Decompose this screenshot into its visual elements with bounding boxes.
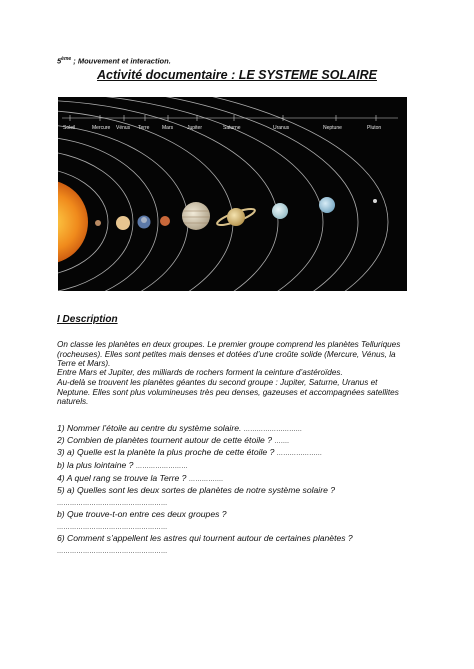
venus-shape [116, 216, 130, 230]
question-1: 1) Nommer l’étoile au centre du système solaire. ……………………… [57, 423, 303, 433]
label-jupiter: Jupiter [187, 125, 203, 131]
uranus-shape [272, 203, 288, 219]
level-sup: ème [61, 56, 72, 62]
label-mars: Mars [162, 125, 174, 131]
label-saturne: Saturne [223, 125, 241, 131]
pluto-shape [373, 199, 377, 203]
course-header [57, 56, 171, 66]
label-venus: Vénus [116, 125, 131, 131]
question-5b: b) Que trouve-t-on entre ces deux groupes ? [57, 509, 227, 519]
question-5a: 5) a) Quelles sont les deux sortes de planètes de notre système solaire ? [57, 485, 336, 495]
question-3b: b) la plus lointaine ? …………………… [57, 460, 188, 470]
level-number: 5 [57, 56, 62, 66]
course-name: ; Mouvement et interaction. [71, 56, 171, 66]
answer-line-6: …………………………………………… [57, 548, 168, 555]
question-2: 2) Combien de planètes tournent autour de cette étoile ? ……. [57, 435, 290, 445]
mercury-shape [95, 220, 101, 226]
solar-system-image [58, 97, 407, 291]
label-uranus: Uranus [273, 125, 290, 131]
label-terre: Terre [138, 125, 150, 131]
paragraph-asteroids: Entre Mars et Jupiter, des milliards de rochers forment la ceinture d’astéroïdes. [57, 368, 343, 377]
answer-line-5a: …………………………………………… [57, 500, 168, 507]
question-6: 6) Comment s’appellent les astres qui tournent autour de certaines planètes ? [57, 533, 353, 543]
section-heading: I Description [57, 314, 118, 325]
label-mercure: Mercure [92, 125, 111, 131]
paragraph-giants: Au-delà se trouvent les planètes géantes du second groupe : Jupiter, Saturne, Uranus et Neptune. Elles sont plus volumineuses très peu denses, gazeuses et accompagnées satellites naturels. [57, 378, 399, 407]
question-3a: 3) a) Quelle est la planète la plus proche de cette étoile ? ………………… [57, 447, 323, 457]
jupiter-shape [182, 202, 210, 230]
label-soleil: Soleil [63, 125, 76, 131]
planet-labels [63, 125, 381, 131]
solar-system-illustration [58, 97, 407, 291]
label-neptune: Neptune [323, 125, 342, 131]
label-pluton: Pluton [367, 125, 382, 131]
page-title: Activité documentaire : LE SYSTEME SOLAIRE [97, 68, 377, 82]
question-4: 4) A quel rang se trouve la Terre ? ……………. [57, 473, 224, 483]
mars-shape [160, 216, 170, 226]
saturn-shape [227, 208, 245, 226]
answer-line-5b: …………………………………………… [57, 524, 168, 531]
sun-shape [58, 180, 88, 264]
paragraph-telluric: On classe les planètes en deux groupes. Le premier groupe comprend les planètes Telluriques (rocheuses). Elles sont petites mais denses et dotées d’une croûte solide (Mercure, Vénus, la Terre et Mars). [57, 340, 401, 369]
neptune-shape [319, 197, 335, 213]
